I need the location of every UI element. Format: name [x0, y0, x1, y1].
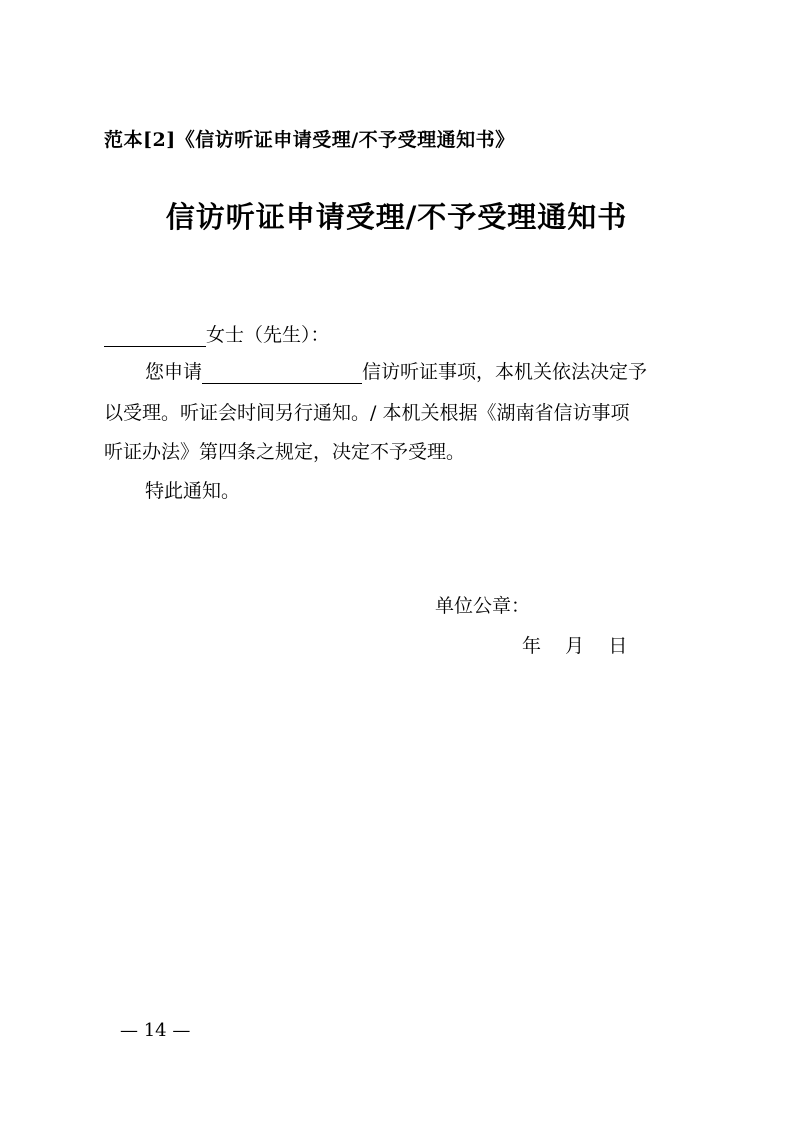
document-title: 信访听证申请受理/不予受理通知书 [165, 200, 628, 234]
name-blank-field[interactable] [104, 326, 206, 347]
salutation-suffix: 女士（先生）： [206, 324, 330, 346]
template-label: 范本[2]《信访听证申请受理/不予受理通知书》 [104, 129, 515, 151]
salutation-line [104, 323, 330, 347]
matter-blank-field[interactable] [202, 363, 362, 384]
seal-label: 单位公章： [435, 595, 531, 617]
para1-prefix: 您申请 [145, 361, 203, 383]
paragraph-line-1 [145, 360, 647, 384]
date-line: 年 月 日 [522, 635, 628, 657]
paragraph-line-3: 听证办法》第四条之规定，决定不予受理。 [104, 441, 466, 463]
closing-text: 特此通知。 [145, 480, 241, 502]
para1-suffix: 信访听证事项，本机关依法决定予 [362, 361, 648, 383]
paragraph-line-2: 以受理。听证会时间另行通知。/ 本机关根据《湖南省信访事项 [104, 402, 630, 424]
page-number: — 14 — [120, 1020, 191, 1041]
